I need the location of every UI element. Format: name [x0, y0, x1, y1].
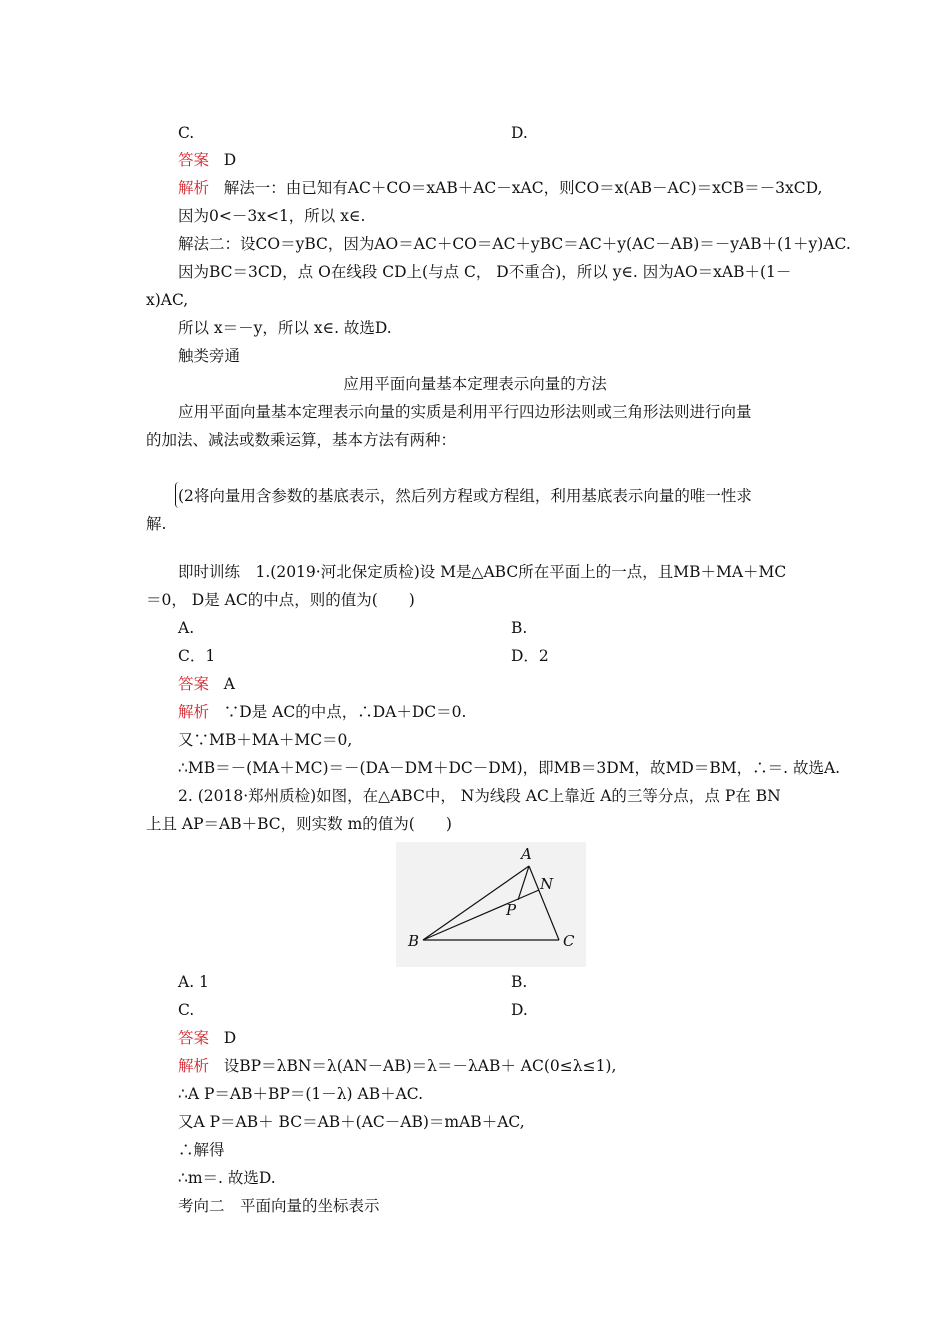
option-d: D. [511, 124, 528, 142]
q1-analysis-text: ∵D是 AC的中点，∴DA＋DC＝0. [223, 703, 467, 721]
q2-answer-line [178, 1028, 236, 1048]
q2-option-b: B. [511, 973, 528, 991]
answer-label: 答案 [178, 151, 210, 169]
q2-option-c: C. [178, 1001, 195, 1019]
q1-option-a: A. [178, 619, 195, 637]
analysis-line-2: 因为0<－3x<1，所以 x∈. [178, 207, 366, 225]
triangle-diagram [396, 842, 586, 967]
option-c: C. [178, 124, 195, 142]
q1-analysis-line-2: 又∵MB＋MA＋MC＝0, [178, 731, 353, 749]
q2-answer-value: D [223, 1029, 237, 1047]
answer-value: D [223, 151, 237, 169]
tip-para-line-1: 应用平面向量基本定理表示向量的实质是利用平行四边形法则或三角形法则进行向量 [178, 403, 752, 421]
q2-analysis-text: 设BP＝λBN＝λ(AN－AB)＝λ＝－λAB＋ AC(0≤λ≤1), [223, 1057, 617, 1075]
label-a: A [521, 845, 532, 863]
q2-option-d: D. [511, 1001, 528, 1019]
label-p: P [506, 901, 517, 919]
analysis-label: 解析 [178, 179, 210, 197]
q2-analysis-line-1 [178, 1056, 616, 1076]
analysis-line-5: x)AC, [146, 291, 189, 309]
q1-option-d: D．2 [511, 647, 549, 665]
q2-answer-label: 答案 [178, 1029, 210, 1047]
q2-line-2: 上且 AP＝AB＋BC，则实数 m的值为( ) [146, 815, 452, 833]
q1-analysis-label: 解析 [178, 703, 210, 721]
analysis-line-4: 因为BC＝3CD，点 O在线段 CD上(与点 C， D不重合)，所以 y∈. 因为AO＝xAB＋(1－ [178, 263, 792, 281]
q1-answer-label: 答案 [178, 675, 210, 693]
q2-analysis-line-3: 又A P＝AB＋ BC＝AB＋(AC－AB)＝mAB＋AC, [178, 1113, 525, 1131]
q2-analysis-line-4: ∴解得 [178, 1141, 225, 1159]
tip-title: 应用平面向量基本定理表示向量的方法 [343, 375, 607, 393]
q2-analysis-line-2: ∴A P＝AB＋BP＝(1－λ) AB＋AC. [178, 1085, 424, 1103]
q1-answer-line [178, 674, 235, 694]
q1-line-1: 即时训练 1.(2019·河北保定质检)设 M是△ABC所在平面上的一点，且MB＋MA＋MC [178, 563, 787, 581]
analysis-line-6: 所以 x＝－y，所以 x∈. 故选D. [178, 319, 392, 337]
segment-bn [423, 890, 539, 940]
q1-line-2: ＝0， D是 AC的中点，则的值为( ) [146, 591, 415, 609]
tip-para-line-2: 的加法、减法或数乘运算，基本方法有两种： [146, 431, 457, 449]
tip-item-2-line-2: 解. [146, 515, 167, 533]
analysis-line-1 [178, 178, 822, 198]
q2-option-a: A. 1 [178, 973, 209, 991]
analysis-text: 解法一：由已知有AC＋CO＝xAB＋AC－xAC，则CO＝x(AB－AC)＝xCB＝－3xCD, [223, 179, 823, 197]
q1-analysis-line-3: ∴MB＝－(MA＋MC)＝－(DA－DM＋DC－DM)，即MB＝3DM，故MD＝BM，∴＝. 故选A. [178, 759, 841, 777]
label-b: B [408, 932, 420, 950]
q2-line-1: 2. (2018·郑州质检)如图，在△ABC中， N为线段 AC上靠近 A的三等分点，点 P在 BN [178, 787, 781, 805]
q1-option-b: B. [511, 619, 528, 637]
label-n: N [540, 875, 554, 893]
next-section-heading: 考向二 平面向量的坐标表示 [178, 1197, 380, 1215]
tip-item-2-line-1: (2将向量用含参数的基底表示，然后列方程或方程组，利用基底表示向量的唯一性求 [178, 487, 752, 505]
tip-heading: 触类旁通 [178, 347, 241, 365]
label-c: C [563, 932, 575, 950]
q1-answer-value: A [223, 675, 235, 693]
q1-option-c: C．1 [178, 647, 216, 665]
q2-analysis-label: 解析 [178, 1057, 210, 1075]
q1-analysis-line-1 [178, 702, 466, 722]
answer-line [178, 150, 236, 170]
q2-analysis-line-5: ∴m＝. 故选D. [178, 1169, 276, 1187]
analysis-line-3: 解法二：设CO＝yBC，因为AO＝AC＋CO＝AC＋yBC＝AC＋y(AC－AB)＝－yAB＋(1＋y)AC. [178, 235, 851, 253]
triangle-figure [396, 842, 586, 967]
